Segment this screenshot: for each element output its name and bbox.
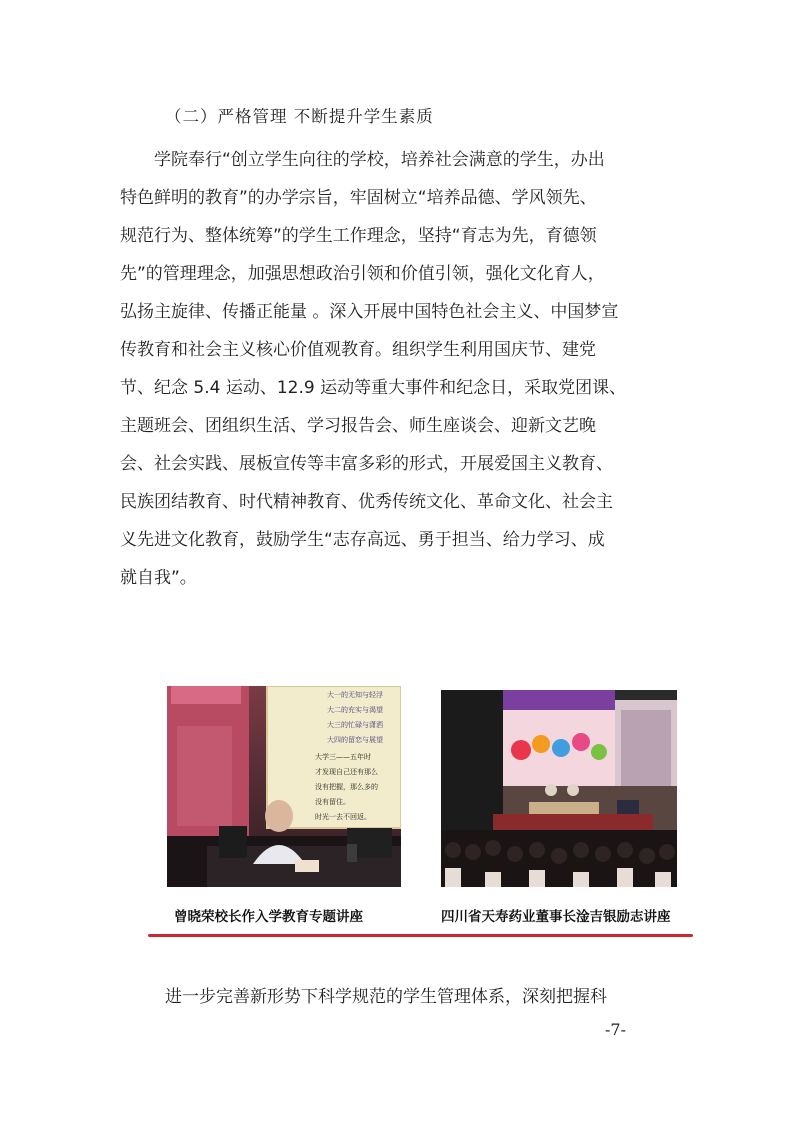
paragraph-line: 主题班会、团组织生活、学习报告会、师生座谈会、迎新文艺晚 <box>120 416 596 436</box>
lecture-photo-left <box>167 686 401 887</box>
paragraph-line: 节、纪念 5.4 运动、12.9 运动等重大事件和纪念日，采取党团课、 <box>120 378 627 398</box>
paragraph-line: 就自我”。 <box>120 568 197 588</box>
paragraph-line: 特色鲜明的教育”的办学宗旨，牢固树立“培养品德、学风领先、 <box>120 188 597 208</box>
page-number: -7- <box>605 1020 626 1039</box>
photo-caption-left: 曾晓荣校长作入学教育专题讲座 <box>174 909 363 925</box>
slide-text-line: 大三的忙碌与潇洒 <box>327 721 383 729</box>
slide-text-line: 大二的充实与渴望 <box>327 706 383 714</box>
paragraph-line: 弘扬主旋律、传播正能量 。深入开展中国特色社会主义、中国梦宣 <box>120 302 619 322</box>
slide-text-line: 大一的无知与轻浮 <box>327 691 383 699</box>
paragraph-line: 传教育和社会主义核心价值观教育。组织学生利用国庆节、建党 <box>120 340 596 360</box>
slide-text-line: 没有把握，那么多的 <box>315 783 378 791</box>
slide-text-line: 时光一去不回返。 <box>315 813 371 821</box>
paragraph-line: 先”的管理理念，加强思想政治引领和价值引领，强化文化育人， <box>120 264 605 284</box>
slide-text-line: 大学三——五年时 <box>315 753 371 761</box>
paragraph-line: 会、社会实践、展板宣传等丰富多彩的形式，开展爱国主义教育、 <box>120 454 613 474</box>
slide-text-line: 才发现自己还有那么 <box>315 768 378 776</box>
paragraph-line: 民族团结教育、时代精神教育、优秀传统文化、革命文化、社会主 <box>120 492 613 512</box>
paragraph-line: 学院奉行“创立学生向往的学校，培养社会满意的学生，办出 <box>154 150 605 170</box>
section-heading: （二）严格管理 不断提升学生素质 <box>165 107 434 126</box>
continuation-line: 进一步完善新形势下科学规范的学生管理体系，深刻把握科 <box>165 987 607 1007</box>
lecture-photo-right-image <box>441 690 677 887</box>
lecture-photo-right <box>441 690 677 887</box>
slide-text-line: 大四的留恋与展望 <box>327 736 383 744</box>
red-divider-line <box>148 934 693 937</box>
paragraph-line: 规范行为、整体统筹”的学生工作理念，坚持“育志为先，育德领 <box>120 226 597 246</box>
slide-text-line: 没有留住。 <box>315 798 350 806</box>
photo-caption-right: 四川省天寿药业董事长淦吉银励志讲座 <box>441 909 671 925</box>
body-paragraph <box>120 141 665 597</box>
paragraph-line: 义先进文化教育，鼓励学生“志存高远、勇于担当、给力学习、成 <box>120 530 605 550</box>
